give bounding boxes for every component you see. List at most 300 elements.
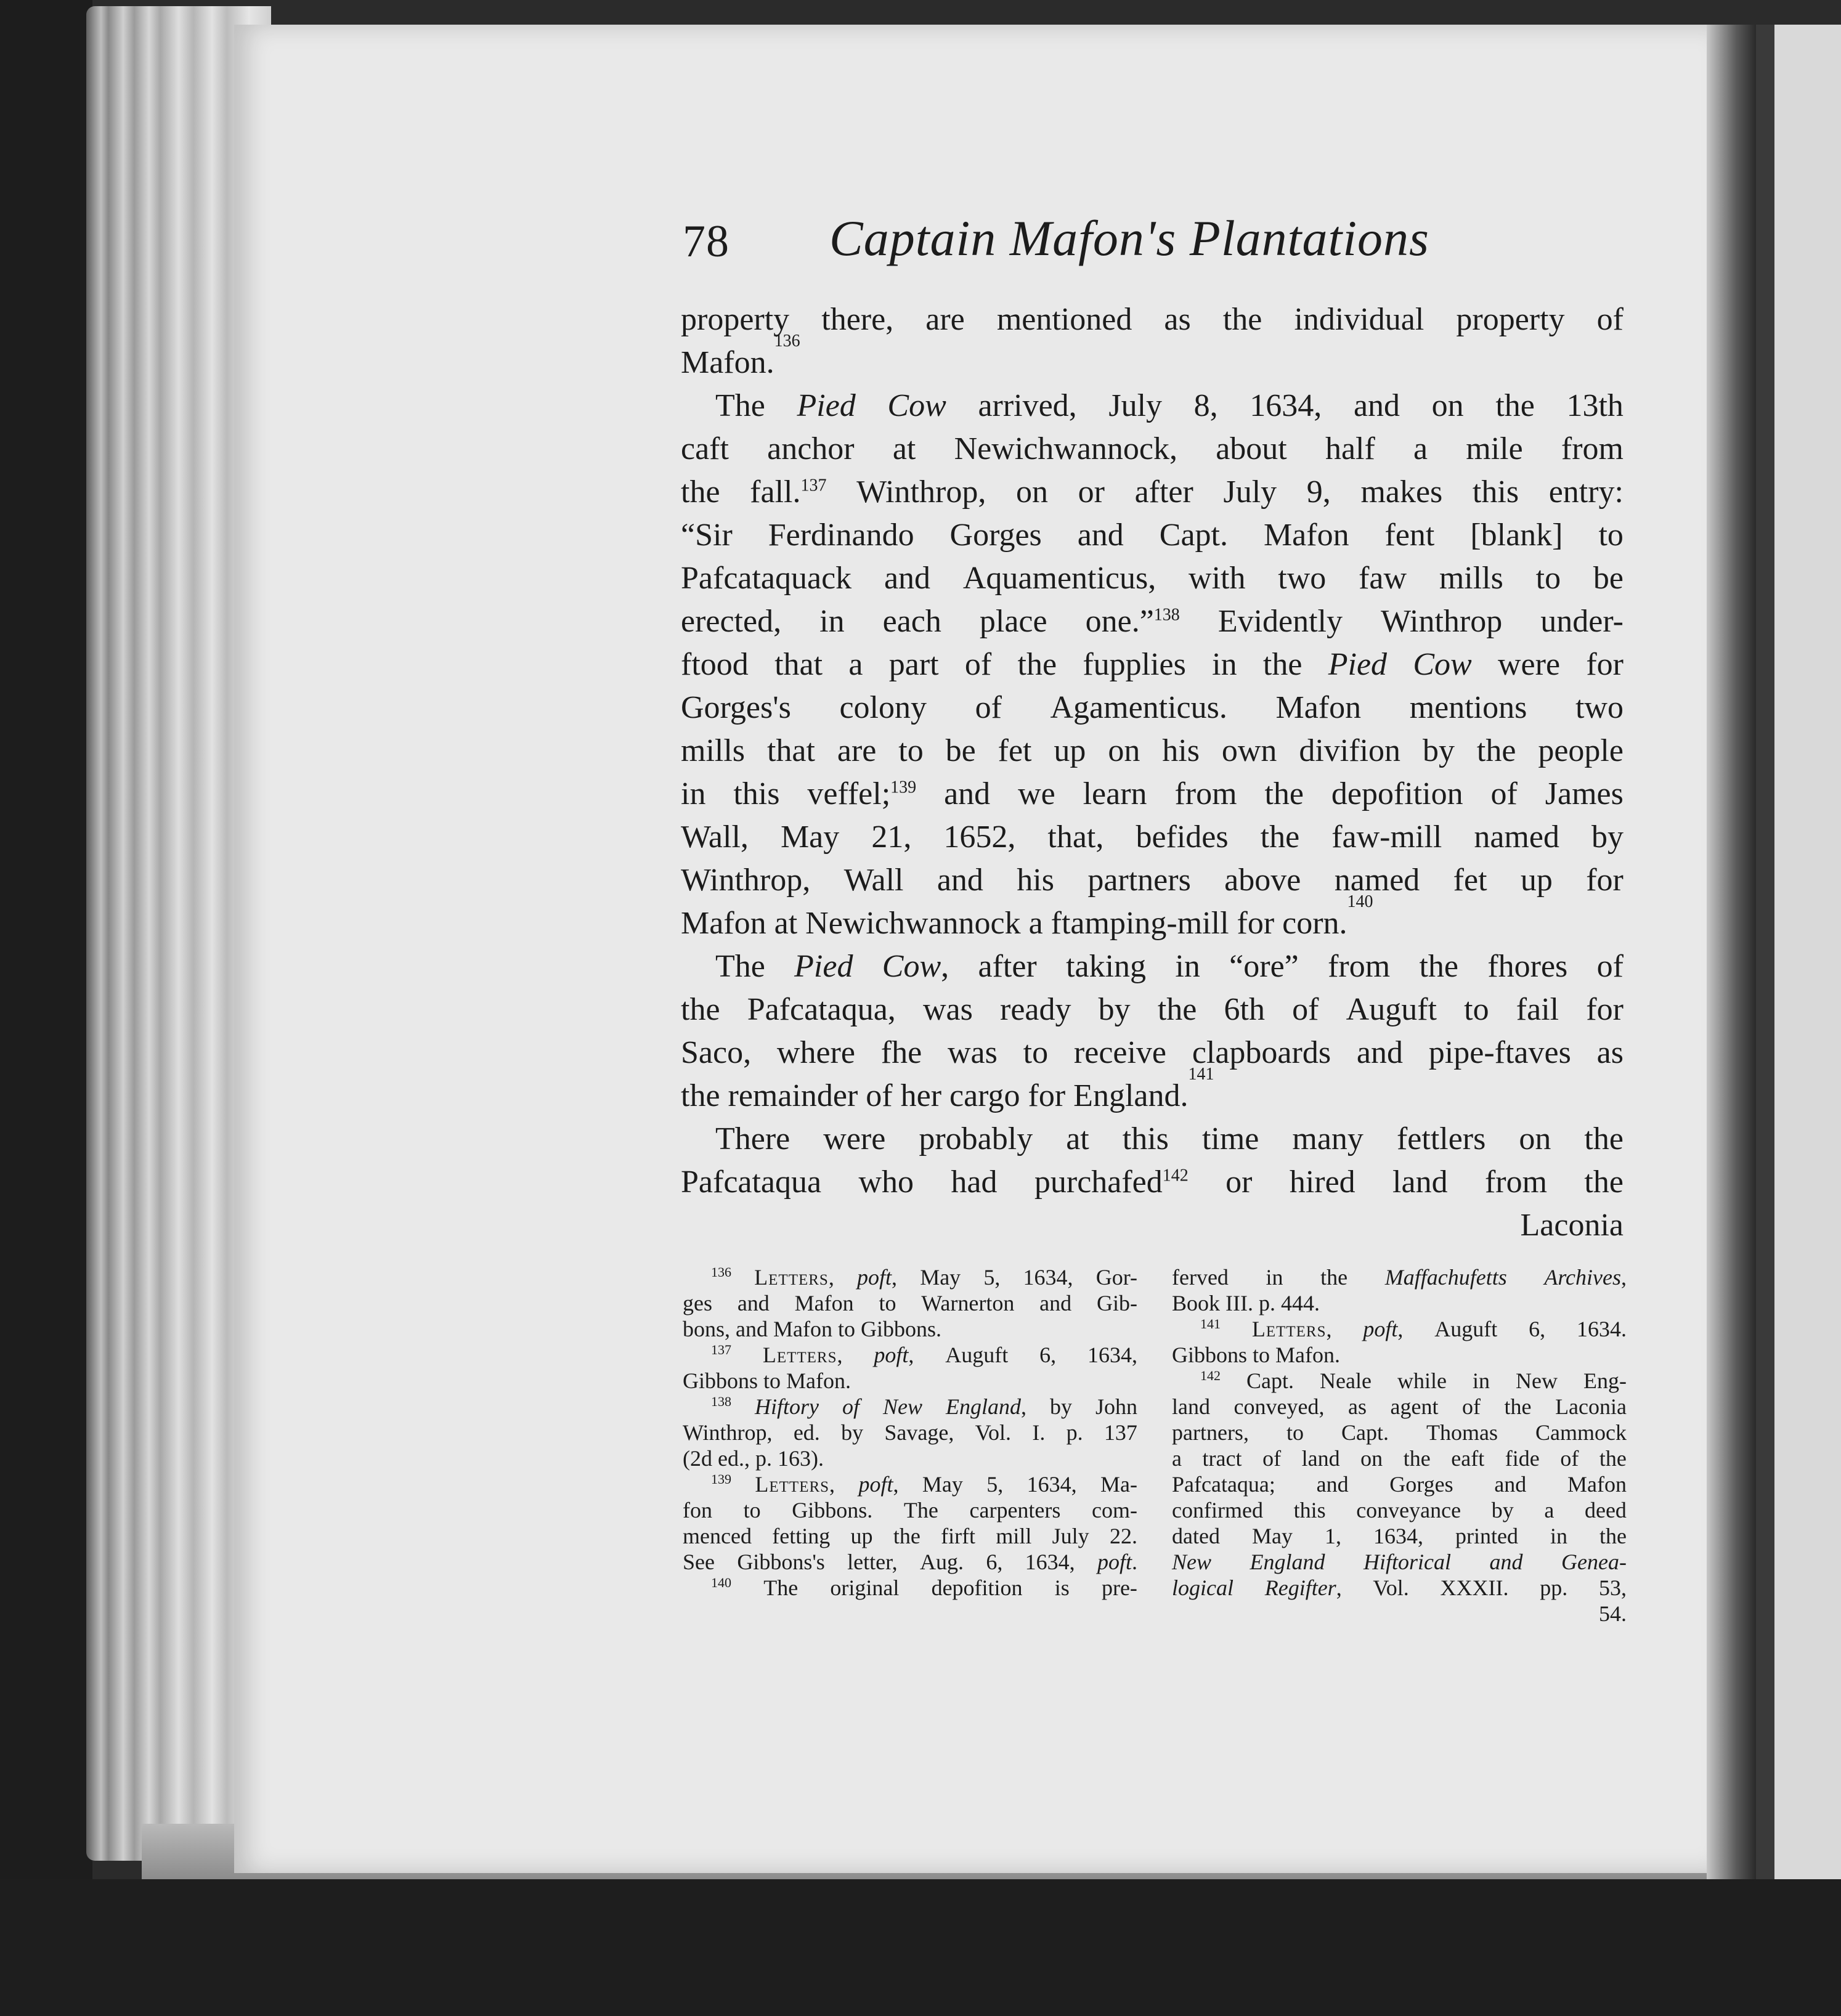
body-line <box>681 331 1624 384</box>
footnote-line <box>1172 1368 1627 1394</box>
text-run: Laconia <box>1520 1208 1624 1243</box>
word: this <box>733 776 780 811</box>
word: by <box>841 1420 864 1445</box>
word: for <box>1586 992 1624 1027</box>
word: entry: <box>1548 474 1624 510</box>
footnote-line <box>683 1445 1137 1471</box>
word: the <box>1504 1394 1532 1419</box>
word: depofition <box>931 1575 1023 1600</box>
body-line <box>681 773 1624 816</box>
body-line <box>681 471 1624 514</box>
word: receive <box>1073 1035 1167 1070</box>
word: fall.$^{137}$ <box>750 474 827 510</box>
word: learn <box>1083 776 1147 811</box>
word: the <box>1017 647 1057 682</box>
word: Cow <box>1413 647 1472 682</box>
word: mills <box>681 733 746 768</box>
word: Winthrop, <box>856 474 986 510</box>
word: this <box>1472 474 1519 510</box>
word: anchor <box>767 431 855 466</box>
word: letter, <box>847 1550 898 1574</box>
word: poft, <box>857 1265 898 1290</box>
word: fet <box>1453 863 1487 898</box>
word: place <box>979 604 1047 639</box>
word: fhe <box>880 1035 922 1070</box>
word: this <box>1293 1498 1326 1522</box>
word: 6, <box>1039 1343 1057 1367</box>
word: be <box>1593 561 1624 596</box>
footnotes-left-column <box>683 1264 1137 1601</box>
word: ed. <box>793 1420 820 1445</box>
word: after <box>978 949 1037 984</box>
word: 141 <box>1200 1316 1221 1331</box>
word: Pafcataqua <box>681 1164 822 1200</box>
word: printed <box>1455 1524 1518 1548</box>
word: property <box>681 302 790 337</box>
body-line <box>681 384 1624 428</box>
word: is <box>1054 1575 1070 1600</box>
word: Gorges <box>1389 1472 1453 1497</box>
text-run: bons, and Mafon to Gibbons. <box>683 1317 941 1341</box>
word: 1634, <box>1373 1524 1423 1548</box>
word: 1634, <box>1025 1550 1075 1574</box>
word: Gorges's <box>681 690 791 725</box>
word: deed <box>1584 1498 1627 1522</box>
word: Pied <box>797 388 856 423</box>
word: of <box>1560 1446 1579 1471</box>
word: after <box>1134 474 1193 510</box>
footnote-line <box>1172 1394 1627 1420</box>
word: I. <box>1032 1420 1046 1445</box>
word: the <box>1599 1524 1627 1548</box>
word: of <box>842 1394 860 1419</box>
footnote-ref: 136 <box>774 331 800 351</box>
footnote-ref: 140 <box>1347 892 1373 911</box>
word: and <box>884 561 931 596</box>
word: Cow <box>887 388 946 423</box>
word: as <box>1164 302 1191 337</box>
word: Wall <box>843 863 904 898</box>
word: Winthrop <box>1381 604 1503 639</box>
word: p. <box>1066 1420 1083 1445</box>
word: com- <box>1092 1498 1137 1522</box>
word: 1634, <box>1250 388 1322 423</box>
word: this <box>1122 1121 1169 1156</box>
word: pipe-ftaves <box>1428 1035 1571 1070</box>
word: Auguft <box>1346 992 1437 1027</box>
word: Winthrop, <box>681 863 811 898</box>
word: 5, <box>986 1472 1004 1497</box>
word: of <box>1462 1394 1481 1419</box>
word: May <box>780 819 840 855</box>
word: and <box>1077 518 1124 553</box>
word: on <box>1519 1121 1551 1156</box>
word: 138 <box>711 1394 731 1409</box>
word: in <box>1472 1368 1490 1393</box>
word: to <box>898 733 924 768</box>
word: or <box>1225 1164 1253 1200</box>
word: as <box>1347 1394 1367 1419</box>
word: Mafon <box>1275 690 1362 725</box>
word: ges <box>683 1291 712 1315</box>
word: from <box>1484 1164 1548 1200</box>
word: 1652, <box>943 819 1016 855</box>
footnote-line <box>1172 1575 1627 1601</box>
word: 9, <box>1306 474 1331 510</box>
footnote-line <box>1172 1316 1627 1342</box>
scan-background-left <box>0 0 92 2016</box>
word: arrived, <box>978 388 1077 423</box>
scan-background-bottom <box>0 1879 1841 2016</box>
body-text <box>681 298 1624 1247</box>
word: Wall, <box>681 819 749 855</box>
footnote-line <box>1172 1290 1627 1316</box>
word: tract <box>1202 1446 1242 1471</box>
running-title: Captain Mafon's Plantations <box>829 210 1429 266</box>
word: property <box>1456 302 1565 337</box>
word: on <box>1431 388 1464 423</box>
word: 53, <box>1598 1575 1627 1600</box>
word: fet <box>998 733 1032 768</box>
word: New <box>882 1394 922 1419</box>
word: was <box>947 1035 998 1070</box>
word: to <box>1535 561 1561 596</box>
word: New <box>1516 1368 1558 1393</box>
word: depofition <box>1331 776 1463 811</box>
word: 5, <box>983 1265 1001 1290</box>
footnote-line <box>1172 1601 1627 1627</box>
word: above <box>1224 863 1301 898</box>
word: for <box>1586 647 1624 682</box>
word: and <box>1353 388 1400 423</box>
word: Thomas <box>1426 1420 1498 1445</box>
word: hired <box>1289 1164 1355 1200</box>
word: Pied <box>794 949 853 984</box>
footnote-line <box>1172 1549 1627 1575</box>
word: conveyed, <box>1233 1394 1325 1419</box>
footnote-line <box>1172 1420 1627 1445</box>
word: and <box>937 863 983 898</box>
word: 140 <box>711 1575 731 1590</box>
footnote-line <box>683 1575 1137 1601</box>
text-run: the remainder of her cargo for England. <box>681 1078 1189 1113</box>
word: eaft <box>1451 1446 1485 1471</box>
word: 136 <box>711 1264 731 1280</box>
body-line <box>681 686 1624 730</box>
word: Gibbons's <box>737 1550 825 1574</box>
word: taking <box>1066 949 1147 984</box>
word: each <box>882 604 941 639</box>
word: Auguft <box>1434 1317 1498 1341</box>
word: Capt. <box>1159 518 1228 553</box>
word: 6, <box>1529 1317 1546 1341</box>
word: Hiftory <box>754 1394 819 1419</box>
word: dated <box>1172 1524 1220 1548</box>
word: 137 <box>1103 1420 1137 1445</box>
word: named <box>1334 863 1420 898</box>
word: the <box>1264 776 1304 811</box>
word: two <box>1278 561 1327 596</box>
word: in <box>1550 1524 1567 1548</box>
word: of <box>1292 992 1319 1027</box>
word: purchafed$^{142}$ <box>1034 1164 1189 1200</box>
body-line <box>681 298 1624 341</box>
footnote-line <box>683 1549 1137 1575</box>
word: [blank] <box>1470 518 1563 553</box>
footnote-line <box>1172 1342 1627 1368</box>
word: 1634, <box>1023 1265 1073 1290</box>
word: from <box>1328 949 1391 984</box>
word: of <box>964 647 992 682</box>
word: Aquamenticus, <box>962 561 1156 596</box>
word: and <box>1316 1472 1349 1497</box>
word: in <box>819 604 845 639</box>
footnotes-right-column <box>1172 1264 1627 1627</box>
word: England <box>1250 1550 1325 1574</box>
word: clapboards <box>1192 1035 1331 1070</box>
word: at <box>1066 1121 1089 1156</box>
body-line <box>681 557 1624 600</box>
word: and <box>1039 1291 1072 1315</box>
word: Aug. <box>920 1550 964 1574</box>
word: and <box>944 776 991 811</box>
word: 13th <box>1566 388 1624 423</box>
word: his <box>1162 733 1200 768</box>
word: pre- <box>1101 1575 1137 1600</box>
word: July <box>1052 1524 1089 1548</box>
word: a <box>1544 1498 1554 1522</box>
word: from <box>1561 431 1624 466</box>
word: fide <box>1505 1446 1540 1471</box>
word: in <box>1266 1265 1283 1290</box>
footnote-line <box>683 1471 1137 1497</box>
word: ferved <box>1172 1265 1229 1290</box>
body-line <box>681 600 1624 643</box>
word: mile <box>1466 431 1523 466</box>
word: the <box>1157 992 1197 1027</box>
word: Letters, <box>755 1472 835 1497</box>
word: erected, <box>681 604 782 639</box>
body-line <box>681 945 1624 988</box>
word: to <box>1023 1035 1049 1070</box>
word: Capt. <box>1341 1420 1389 1445</box>
body-line <box>681 514 1624 557</box>
word: Eng- <box>1583 1368 1627 1393</box>
word: befides <box>1136 819 1229 855</box>
word: partners, <box>1172 1420 1249 1445</box>
word: Cow, <box>882 949 949 984</box>
word: for <box>1586 863 1624 898</box>
word: a <box>1172 1446 1182 1471</box>
word: as <box>1596 1035 1624 1070</box>
word: that, <box>1047 819 1104 855</box>
word: at <box>892 431 916 466</box>
footnote-line <box>1172 1445 1627 1471</box>
word: fon <box>683 1498 712 1522</box>
word: had <box>951 1164 998 1200</box>
word: land <box>1172 1394 1210 1419</box>
word: makes <box>1360 474 1443 510</box>
body-line <box>681 643 1624 686</box>
word: on <box>1015 474 1048 510</box>
word: confirmed <box>1172 1498 1263 1522</box>
word: fhores <box>1487 949 1568 984</box>
word: there, <box>821 302 894 337</box>
word: up <box>1054 733 1086 768</box>
word: Gibbons. <box>792 1498 873 1522</box>
word: one.”$^{138}$ <box>1085 604 1180 639</box>
word: that <box>774 647 823 682</box>
word: land <box>1392 1164 1448 1200</box>
word: about <box>1216 431 1287 466</box>
word: New <box>1172 1550 1212 1574</box>
body-line <box>681 988 1624 1031</box>
word: Genea- <box>1561 1550 1627 1574</box>
word: Gorges <box>949 518 1042 553</box>
word: carpenters <box>969 1498 1061 1522</box>
footnote-ref: 141 <box>1188 1065 1214 1084</box>
body-line <box>681 1161 1624 1204</box>
word: Winthrop, <box>683 1420 773 1445</box>
word: Ferdinando <box>768 518 914 553</box>
word: fail <box>1516 992 1559 1027</box>
text-run: 54. <box>1599 1601 1627 1626</box>
word: of <box>1596 949 1624 984</box>
word: are <box>837 733 877 768</box>
word: we <box>1018 776 1055 811</box>
word: up <box>1520 863 1553 898</box>
word: logical <box>1172 1575 1233 1600</box>
word: fupplies <box>1083 647 1186 682</box>
word: poft, <box>858 1472 899 1497</box>
word: The <box>715 949 765 984</box>
word: 1, <box>1324 1524 1341 1548</box>
body-line <box>681 730 1624 773</box>
word: Evidently <box>1217 604 1343 639</box>
word: Gib- <box>1096 1291 1137 1315</box>
word: 22. <box>1109 1524 1137 1548</box>
word: of <box>1262 1446 1282 1471</box>
word: in <box>681 776 706 811</box>
word: Capt. <box>1246 1368 1294 1393</box>
word: of <box>975 690 1002 725</box>
word: July <box>1108 388 1163 423</box>
word: land <box>1301 1446 1340 1471</box>
word: pp. <box>1540 1575 1568 1600</box>
word: “ore” <box>1229 949 1299 984</box>
text-run: Book III. p. 444. <box>1172 1291 1320 1315</box>
text-run: Mafon at Newichwannock a ftamping-mill for corn. <box>681 906 1347 941</box>
word: original <box>830 1575 900 1600</box>
word: Pafcataquack <box>681 561 852 596</box>
word: part <box>888 647 939 682</box>
word: the <box>1495 388 1535 423</box>
word: Saco, <box>681 1035 752 1070</box>
word: to <box>1286 1420 1304 1445</box>
word: Mafon <box>794 1291 854 1315</box>
word: by <box>1422 733 1455 768</box>
body-line <box>681 859 1624 902</box>
word: the <box>681 992 720 1027</box>
text-run: Mafon. <box>681 345 774 380</box>
word: a <box>848 647 863 682</box>
word: poft, <box>1363 1317 1404 1341</box>
word: menced <box>683 1524 752 1548</box>
word: be <box>945 733 976 768</box>
word: time <box>1201 1121 1259 1156</box>
word: ftood <box>681 647 749 682</box>
body-line <box>681 428 1624 471</box>
word: Ma- <box>1100 1472 1137 1497</box>
word: in <box>1175 949 1200 984</box>
word: and <box>1494 1472 1527 1497</box>
footnote-line <box>1172 1523 1627 1549</box>
word: 137 <box>711 1342 731 1357</box>
body-line <box>681 1065 1624 1118</box>
text-run: Gibbons to Mafon. <box>683 1368 851 1393</box>
word: Gor- <box>1095 1265 1137 1290</box>
word: the <box>1320 1265 1348 1290</box>
word: 6th <box>1224 992 1265 1027</box>
word: firft <box>941 1524 976 1548</box>
word: the <box>1403 1446 1431 1471</box>
word: mills <box>1439 561 1503 596</box>
word: and <box>1489 1550 1523 1574</box>
footnote-line <box>1172 1471 1627 1497</box>
word: by <box>1049 1394 1072 1419</box>
footnote-line <box>683 1316 1137 1342</box>
word: the <box>1476 733 1516 768</box>
word: in <box>1212 647 1237 682</box>
word: 1634. <box>1576 1317 1627 1341</box>
word: May <box>922 1472 963 1497</box>
word: the <box>1222 302 1262 337</box>
word: his <box>1017 863 1054 898</box>
word: and <box>737 1291 770 1315</box>
word: by <box>1591 819 1624 855</box>
word: There <box>715 1121 790 1156</box>
word: Hiftorical <box>1363 1550 1452 1574</box>
word: mentioned <box>996 302 1132 337</box>
word: Mafon <box>1567 1472 1627 1497</box>
facing-page-shadow <box>1756 25 1774 1879</box>
word: May <box>1251 1524 1293 1548</box>
word: Savage, <box>884 1420 954 1445</box>
word: Auguft <box>945 1343 1009 1367</box>
word: Pafcataqua; <box>1172 1472 1275 1497</box>
word: Regifter, <box>1264 1575 1342 1600</box>
page-header <box>683 209 1619 277</box>
word: veffel;$^{139}$ <box>807 776 917 811</box>
word: Maffachufetts <box>1384 1265 1507 1290</box>
body-line <box>681 816 1624 859</box>
word: own <box>1221 733 1277 768</box>
word: XXXII. <box>1440 1575 1509 1600</box>
text-run: Gibbons to Mafon. <box>1172 1343 1340 1367</box>
word: Archives, <box>1544 1265 1627 1290</box>
word: the <box>1584 1121 1624 1156</box>
word: England, <box>945 1394 1026 1419</box>
word: 6, <box>986 1550 1003 1574</box>
word: Pied <box>1328 647 1388 682</box>
word: of <box>1490 776 1518 811</box>
word: faw <box>1359 561 1407 596</box>
word: the <box>1419 949 1459 984</box>
word: 21, <box>871 819 912 855</box>
word: 1634, <box>1026 1472 1077 1497</box>
word: poft. <box>1097 1550 1137 1574</box>
word: See <box>683 1550 715 1574</box>
